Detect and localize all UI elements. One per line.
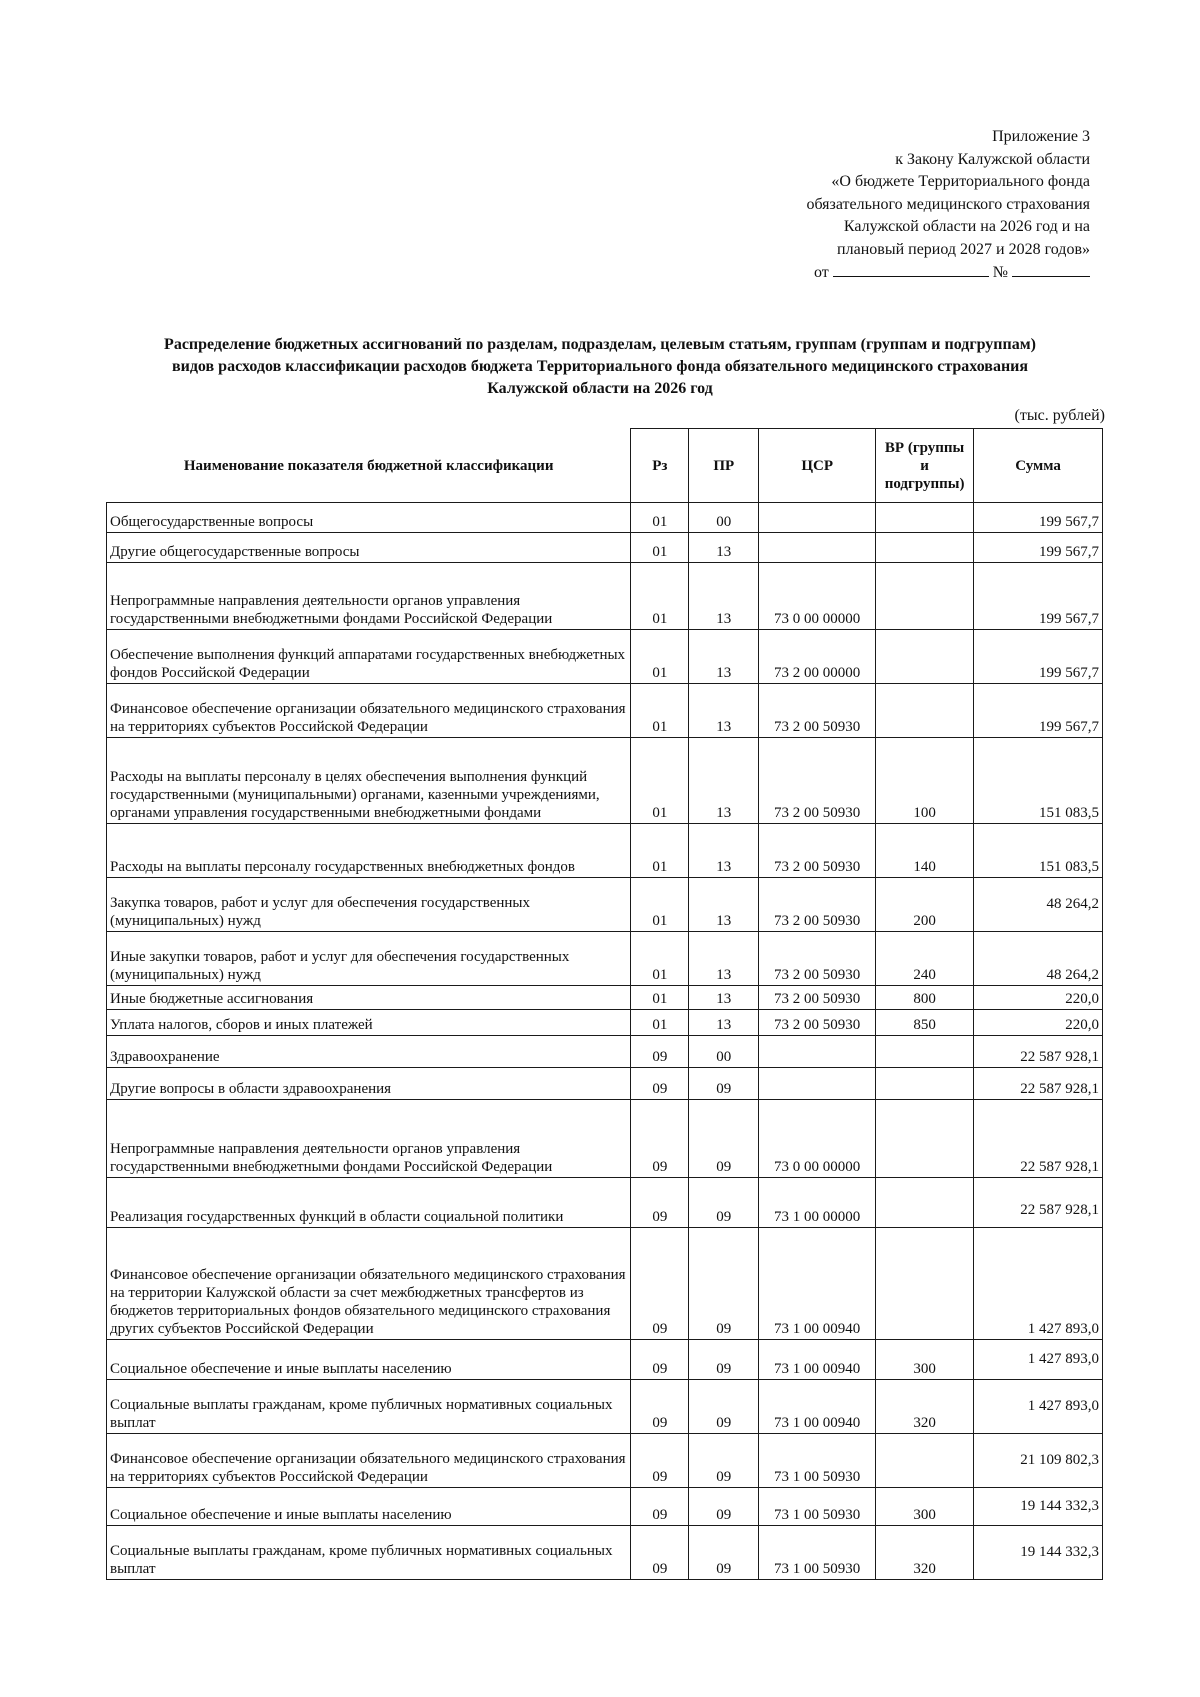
row-pr: 09 [689, 1380, 759, 1434]
row-csr: 73 2 00 50930 [759, 878, 876, 932]
row-sum: 220,0 [974, 1010, 1103, 1036]
row-rz: 01 [631, 738, 689, 824]
table-row [107, 932, 1103, 986]
appendix-header [670, 126, 1090, 284]
table-row [107, 986, 1103, 1010]
row-vr: 140 [876, 824, 974, 878]
row-csr [759, 1068, 876, 1100]
row-pr: 13 [689, 738, 759, 824]
row-sum: 151 083,5 [974, 824, 1103, 878]
table-row [107, 1100, 1103, 1178]
row-csr [759, 1036, 876, 1068]
row-pr: 09 [689, 1068, 759, 1100]
row-name: Непрограммные направления деятельности органов управления государственными внебюджетными фондами Российской Федерации [107, 1100, 631, 1178]
row-csr: 73 2 00 50930 [759, 932, 876, 986]
row-sum: 1 427 893,0 [974, 1228, 1103, 1340]
appendix-line: плановый период 2027 и 2028 годов» [837, 240, 1090, 258]
row-name: Социальное обеспечение и иные выплаты населению [107, 1340, 631, 1380]
table-row [107, 1380, 1103, 1434]
row-name: Социальные выплаты гражданам, кроме публичных нормативных социальных выплат [107, 1380, 631, 1434]
row-name: Другие вопросы в области здравоохранения [107, 1068, 631, 1100]
row-sum: 199 567,7 [974, 503, 1103, 533]
row-name: Общегосударственные вопросы [107, 503, 631, 533]
row-vr [876, 533, 974, 563]
row-rz: 01 [631, 503, 689, 533]
row-pr: 09 [689, 1178, 759, 1228]
row-rz: 01 [631, 1010, 689, 1036]
row-sum: 22 587 928,1 [974, 1178, 1103, 1228]
row-rz: 09 [631, 1340, 689, 1380]
row-csr: 73 1 00 00940 [759, 1380, 876, 1434]
row-rz: 09 [631, 1380, 689, 1434]
row-pr: 09 [689, 1228, 759, 1340]
row-csr: 73 0 00 00000 [759, 563, 876, 630]
row-csr: 73 2 00 50930 [759, 738, 876, 824]
row-name: Расходы на выплаты персоналу государственных внебюджетных фондов [107, 824, 631, 878]
table-row [107, 684, 1103, 738]
row-rz: 01 [631, 878, 689, 932]
row-csr: 73 2 00 50930 [759, 684, 876, 738]
row-sum: 199 567,7 [974, 533, 1103, 563]
row-sum: 22 587 928,1 [974, 1068, 1103, 1100]
row-pr: 09 [689, 1488, 759, 1526]
row-csr: 73 1 00 00940 [759, 1340, 876, 1380]
row-sum: 220,0 [974, 986, 1103, 1010]
table-row [107, 824, 1103, 878]
table-row [107, 1228, 1103, 1340]
date-blank [833, 262, 989, 277]
row-pr: 00 [689, 503, 759, 533]
table-row [107, 1434, 1103, 1488]
row-rz: 01 [631, 986, 689, 1010]
appendix-line: Калужской области на 2026 год и на [843, 218, 1090, 236]
appendix-line: к Закону Калужской области [895, 150, 1090, 168]
row-pr: 09 [689, 1526, 759, 1580]
row-csr: 73 1 00 50930 [759, 1434, 876, 1488]
row-name: Социальное обеспечение и иные выплаты населению [107, 1488, 631, 1526]
row-csr: 73 2 00 50930 [759, 1010, 876, 1036]
row-vr [876, 630, 974, 684]
row-sum: 199 567,7 [974, 563, 1103, 630]
row-pr: 13 [689, 630, 759, 684]
table-row [107, 630, 1103, 684]
row-name: Расходы на выплаты персоналу в целях обеспечения выполнения функций государственными (муниципальными) органами, казенными учреждениями, органами управления государственными внебюджетными фондами [107, 738, 631, 824]
row-pr: 09 [689, 1340, 759, 1380]
row-vr: 200 [876, 878, 974, 932]
row-pr: 13 [689, 684, 759, 738]
header-rz: Рз [631, 429, 689, 503]
header-vr: ВР (группы и подгруппы) [876, 429, 974, 503]
row-csr: 73 2 00 50930 [759, 986, 876, 1010]
table-row [107, 1488, 1103, 1526]
number-blank [1012, 262, 1090, 277]
row-vr: 800 [876, 986, 974, 1010]
row-name: Реализация государственных функций в области социальной политики [107, 1178, 631, 1228]
row-vr: 240 [876, 932, 974, 986]
row-sum: 22 587 928,1 [974, 1100, 1103, 1178]
row-csr: 73 0 00 00000 [759, 1100, 876, 1178]
row-rz: 09 [631, 1228, 689, 1340]
table-header-row [107, 429, 1103, 503]
row-rz: 01 [631, 932, 689, 986]
row-rz: 09 [631, 1434, 689, 1488]
row-sum: 48 264,2 [974, 878, 1103, 932]
row-name: Финансовое обеспечение организации обязательного медицинского страхования на территории Калужской области за счет межбюджетных трансфертов из бюджетов территориальных фондов обязательного медицинского страхования других субъектов Российской Федерации [107, 1228, 631, 1340]
row-sum: 19 144 332,3 [974, 1488, 1103, 1526]
document-title: Распределение бюджетных ассигнований по разделам, подразделам, целевым статьям, группам (группам и подгруппам) видов расходов классификации расходов бюджета Территориального фонда обязательного медицинского страхования Калужской области на 2026 год [164, 336, 1036, 397]
row-csr: 73 1 00 00000 [759, 1178, 876, 1228]
row-vr: 850 [876, 1010, 974, 1036]
row-name: Здравоохранение [107, 1036, 631, 1068]
row-vr [876, 1178, 974, 1228]
row-sum: 199 567,7 [974, 684, 1103, 738]
row-sum: 19 144 332,3 [974, 1526, 1103, 1580]
row-vr [876, 1434, 974, 1488]
row-rz: 01 [631, 563, 689, 630]
row-pr: 13 [689, 932, 759, 986]
table-row [107, 1526, 1103, 1580]
row-csr: 73 2 00 00000 [759, 630, 876, 684]
header-pr: ПР [689, 429, 759, 503]
row-vr [876, 503, 974, 533]
row-csr: 73 2 00 50930 [759, 824, 876, 878]
signature-line [670, 262, 1090, 285]
table-row [107, 533, 1103, 563]
row-csr [759, 503, 876, 533]
row-pr: 13 [689, 563, 759, 630]
header-sum: Сумма [974, 429, 1103, 503]
row-pr: 13 [689, 1010, 759, 1036]
appendix-line: «О бюджете Территориального фонда [831, 173, 1090, 191]
row-rz: 01 [631, 630, 689, 684]
table-row [107, 1036, 1103, 1068]
row-rz: 01 [631, 684, 689, 738]
row-name: Иные бюджетные ассигнования [107, 986, 631, 1010]
row-name: Уплата налогов, сборов и иных платежей [107, 1010, 631, 1036]
budget-table [106, 428, 1103, 1580]
row-sum: 22 587 928,1 [974, 1036, 1103, 1068]
row-vr: 300 [876, 1340, 974, 1380]
row-pr: 09 [689, 1434, 759, 1488]
row-name: Финансовое обеспечение организации обязательного медицинского страхования на территориях субъектов Российской Федерации [107, 1434, 631, 1488]
units-label: (тыс. рублей) [1014, 407, 1105, 424]
row-name: Иные закупки товаров, работ и услуг для обеспечения государственных (муниципальных) нужд [107, 932, 631, 986]
row-rz: 09 [631, 1526, 689, 1580]
row-name: Финансовое обеспечение организации обязательного медицинского страхования на территориях субъектов Российской Федерации [107, 684, 631, 738]
row-pr: 13 [689, 986, 759, 1010]
row-name: Обеспечение выполнения функций аппаратами государственных внебюджетных фондов Российской Федерации [107, 630, 631, 684]
table-row [107, 1068, 1103, 1100]
table-row [107, 1010, 1103, 1036]
row-csr [759, 533, 876, 563]
row-name: Непрограммные направления деятельности органов управления государственными внебюджетными фондами Российской Федерации [107, 563, 631, 630]
row-rz: 09 [631, 1488, 689, 1526]
header-csr: ЦСР [759, 429, 876, 503]
row-name: Закупка товаров, работ и услуг для обеспечения государственных (муниципальных) нужд [107, 878, 631, 932]
row-vr: 300 [876, 1488, 974, 1526]
appendix-line: Приложение 3 [992, 128, 1090, 145]
row-sum: 21 109 802,3 [974, 1434, 1103, 1488]
row-rz: 01 [631, 824, 689, 878]
row-vr [876, 1036, 974, 1068]
row-vr [876, 563, 974, 630]
row-pr: 09 [689, 1100, 759, 1178]
row-vr [876, 684, 974, 738]
header-name: Наименование показателя бюджетной классификации [107, 429, 631, 503]
table-row [107, 1178, 1103, 1228]
row-vr: 320 [876, 1526, 974, 1580]
table-row [107, 503, 1103, 533]
from-label: от [813, 263, 829, 281]
row-sum: 151 083,5 [974, 738, 1103, 824]
row-rz: 09 [631, 1068, 689, 1100]
table-row [107, 1340, 1103, 1380]
row-vr [876, 1228, 974, 1340]
row-vr: 100 [876, 738, 974, 824]
row-rz: 01 [631, 533, 689, 563]
row-pr: 00 [689, 1036, 759, 1068]
appendix-line: обязательного медицинского страхования [806, 195, 1090, 213]
row-sum: 199 567,7 [974, 630, 1103, 684]
row-rz: 09 [631, 1100, 689, 1178]
row-csr: 73 1 00 50930 [759, 1488, 876, 1526]
row-sum: 1 427 893,0 [974, 1340, 1103, 1380]
row-csr: 73 1 00 00940 [759, 1228, 876, 1340]
row-vr: 320 [876, 1380, 974, 1434]
row-rz: 09 [631, 1178, 689, 1228]
row-pr: 13 [689, 824, 759, 878]
row-sum: 1 427 893,0 [974, 1380, 1103, 1434]
table-row [107, 878, 1103, 932]
row-csr: 73 1 00 50930 [759, 1526, 876, 1580]
number-label: № [992, 263, 1008, 281]
row-pr: 13 [689, 878, 759, 932]
row-vr [876, 1100, 974, 1178]
row-rz: 09 [631, 1036, 689, 1068]
row-sum: 48 264,2 [974, 932, 1103, 986]
table-row [107, 738, 1103, 824]
row-vr [876, 1068, 974, 1100]
row-pr: 13 [689, 533, 759, 563]
row-name: Другие общегосударственные вопросы [107, 533, 631, 563]
row-name: Социальные выплаты гражданам, кроме публичных нормативных социальных выплат [107, 1526, 631, 1580]
table-row [107, 563, 1103, 630]
